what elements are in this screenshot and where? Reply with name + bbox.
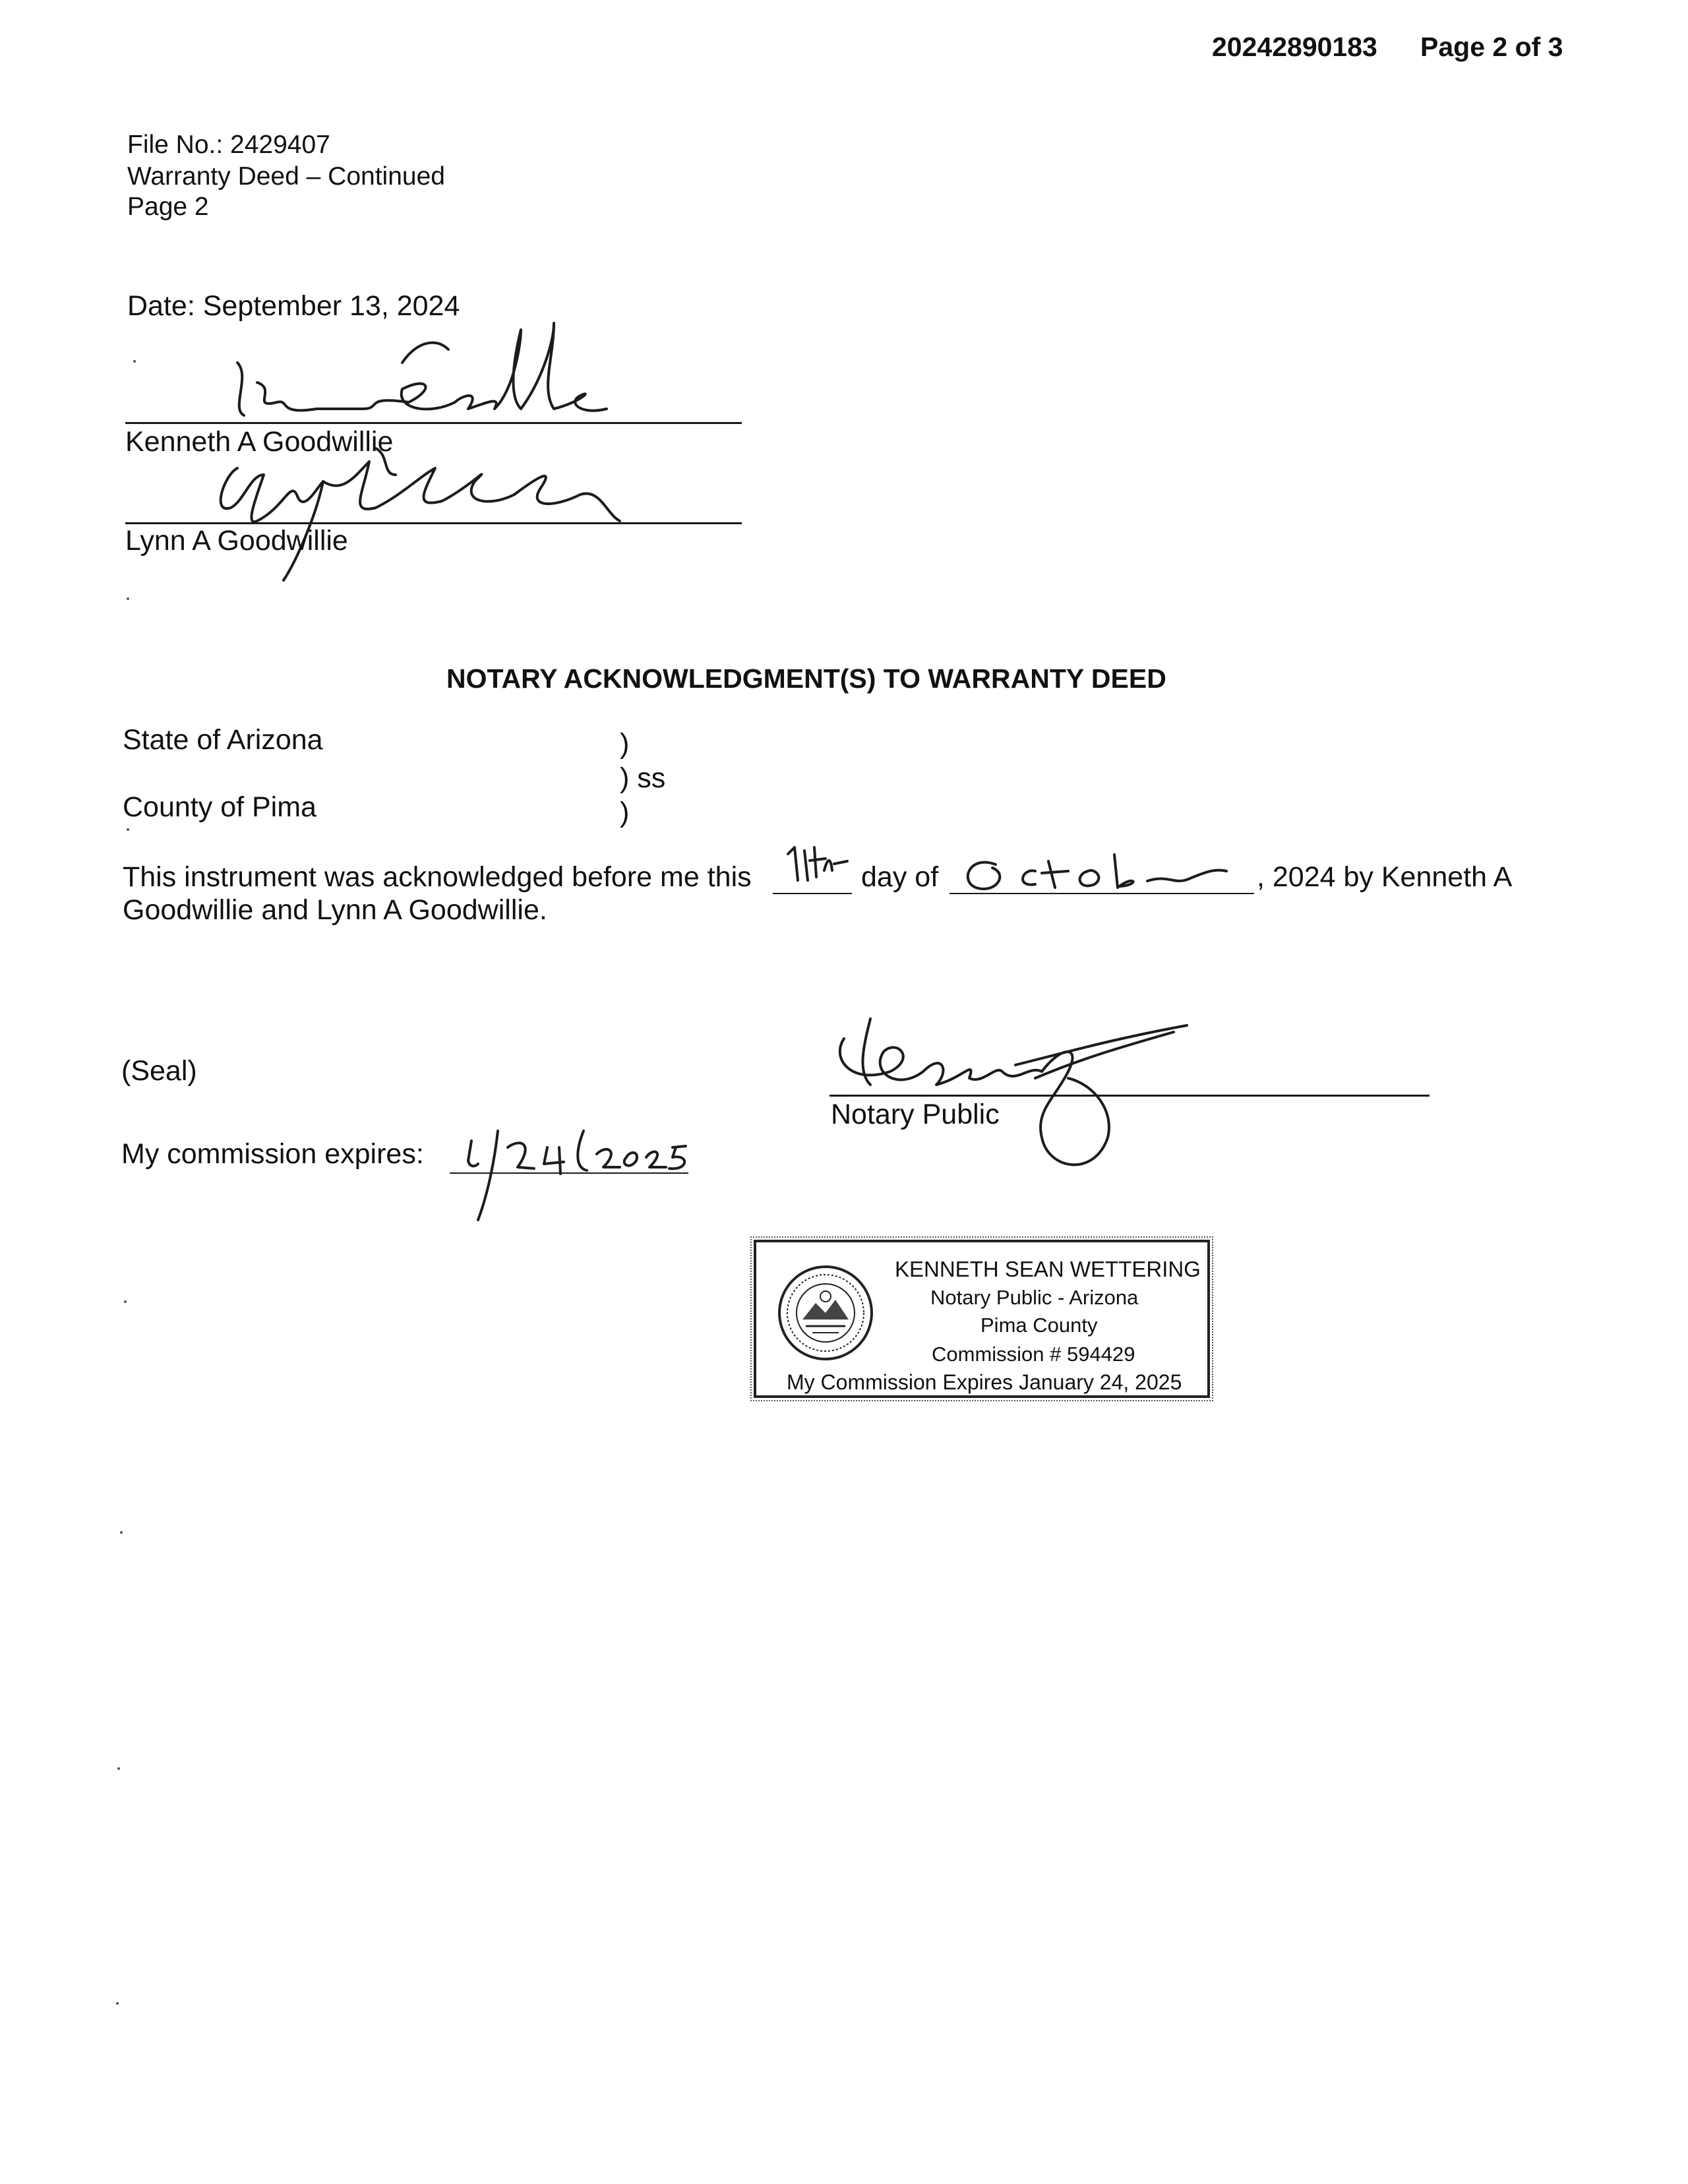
stamp-county: Pima County [980,1314,1098,1337]
commission-expires-label: My commission expires: [121,1138,424,1170]
signer-name-1: Kenneth A Goodwillie [125,426,394,458]
notary-section-title: NOTARY ACKNOWLEDGMENT(S) TO WARRANTY DEED [446,663,1166,694]
seal-label: (Seal) [121,1055,197,1087]
venue-bracket-top: ) [620,728,630,760]
day-blank-line [773,893,852,894]
scan-speck [127,828,129,831]
stamp-notary-role: Notary Public - Arizona [930,1286,1139,1309]
handwritten-day [778,837,851,890]
scan-speck [117,1767,120,1770]
scan-speck [120,1531,123,1534]
venue-county: County of Pima [123,791,316,823]
notary-public-label: Notary Public [831,1099,1000,1130]
signature-lynn-goodwillie [185,435,646,587]
document-title: Warranty Deed – Continued [127,162,445,191]
notary-signature-line [829,1095,1430,1097]
acknowledgment-text-3: , 2024 by Kenneth A [1257,861,1513,893]
page-indicator: Page 2 of 3 [1420,32,1563,62]
signer-name-2: Lynn A Goodwillie [125,525,348,557]
scan-speck [127,597,129,600]
stamp-commission-number: Commission # 594429 [932,1343,1135,1366]
stamp-notary-name: KENNETH SEAN WETTERING [895,1257,1201,1281]
scan-speck [133,360,136,363]
recording-number: 20242890183 [1212,32,1377,62]
handwritten-month [956,848,1233,901]
scan-speck [116,2002,119,2005]
deed-date: Date: September 13, 2024 [127,290,460,322]
great-seal-of-arizona-icon [776,1263,875,1362]
page-label: Page 2 [127,193,209,221]
stamp-expiration: My Commission Expires January 24, 2025 [787,1370,1182,1394]
signature-line-1 [125,422,742,424]
acknowledgment-text-4: Goodwillie and Lynn A Goodwillie. [123,894,547,926]
venue-state: State of Arizona [123,724,323,756]
signature-line-2 [125,522,742,524]
file-number: File No.: 2429407 [127,131,330,159]
acknowledgment-text-2: day of [861,861,939,893]
venue-ss: ) ss [620,762,666,794]
notary-stamp [754,1240,1210,1398]
scan-speck [124,1300,127,1303]
notary-signature [818,1006,1213,1177]
acknowledgment-text-1: This instrument was acknowledged before me this [123,861,752,893]
venue-bracket-bottom: ) [620,797,630,828]
handwritten-commission-date [448,1121,699,1227]
